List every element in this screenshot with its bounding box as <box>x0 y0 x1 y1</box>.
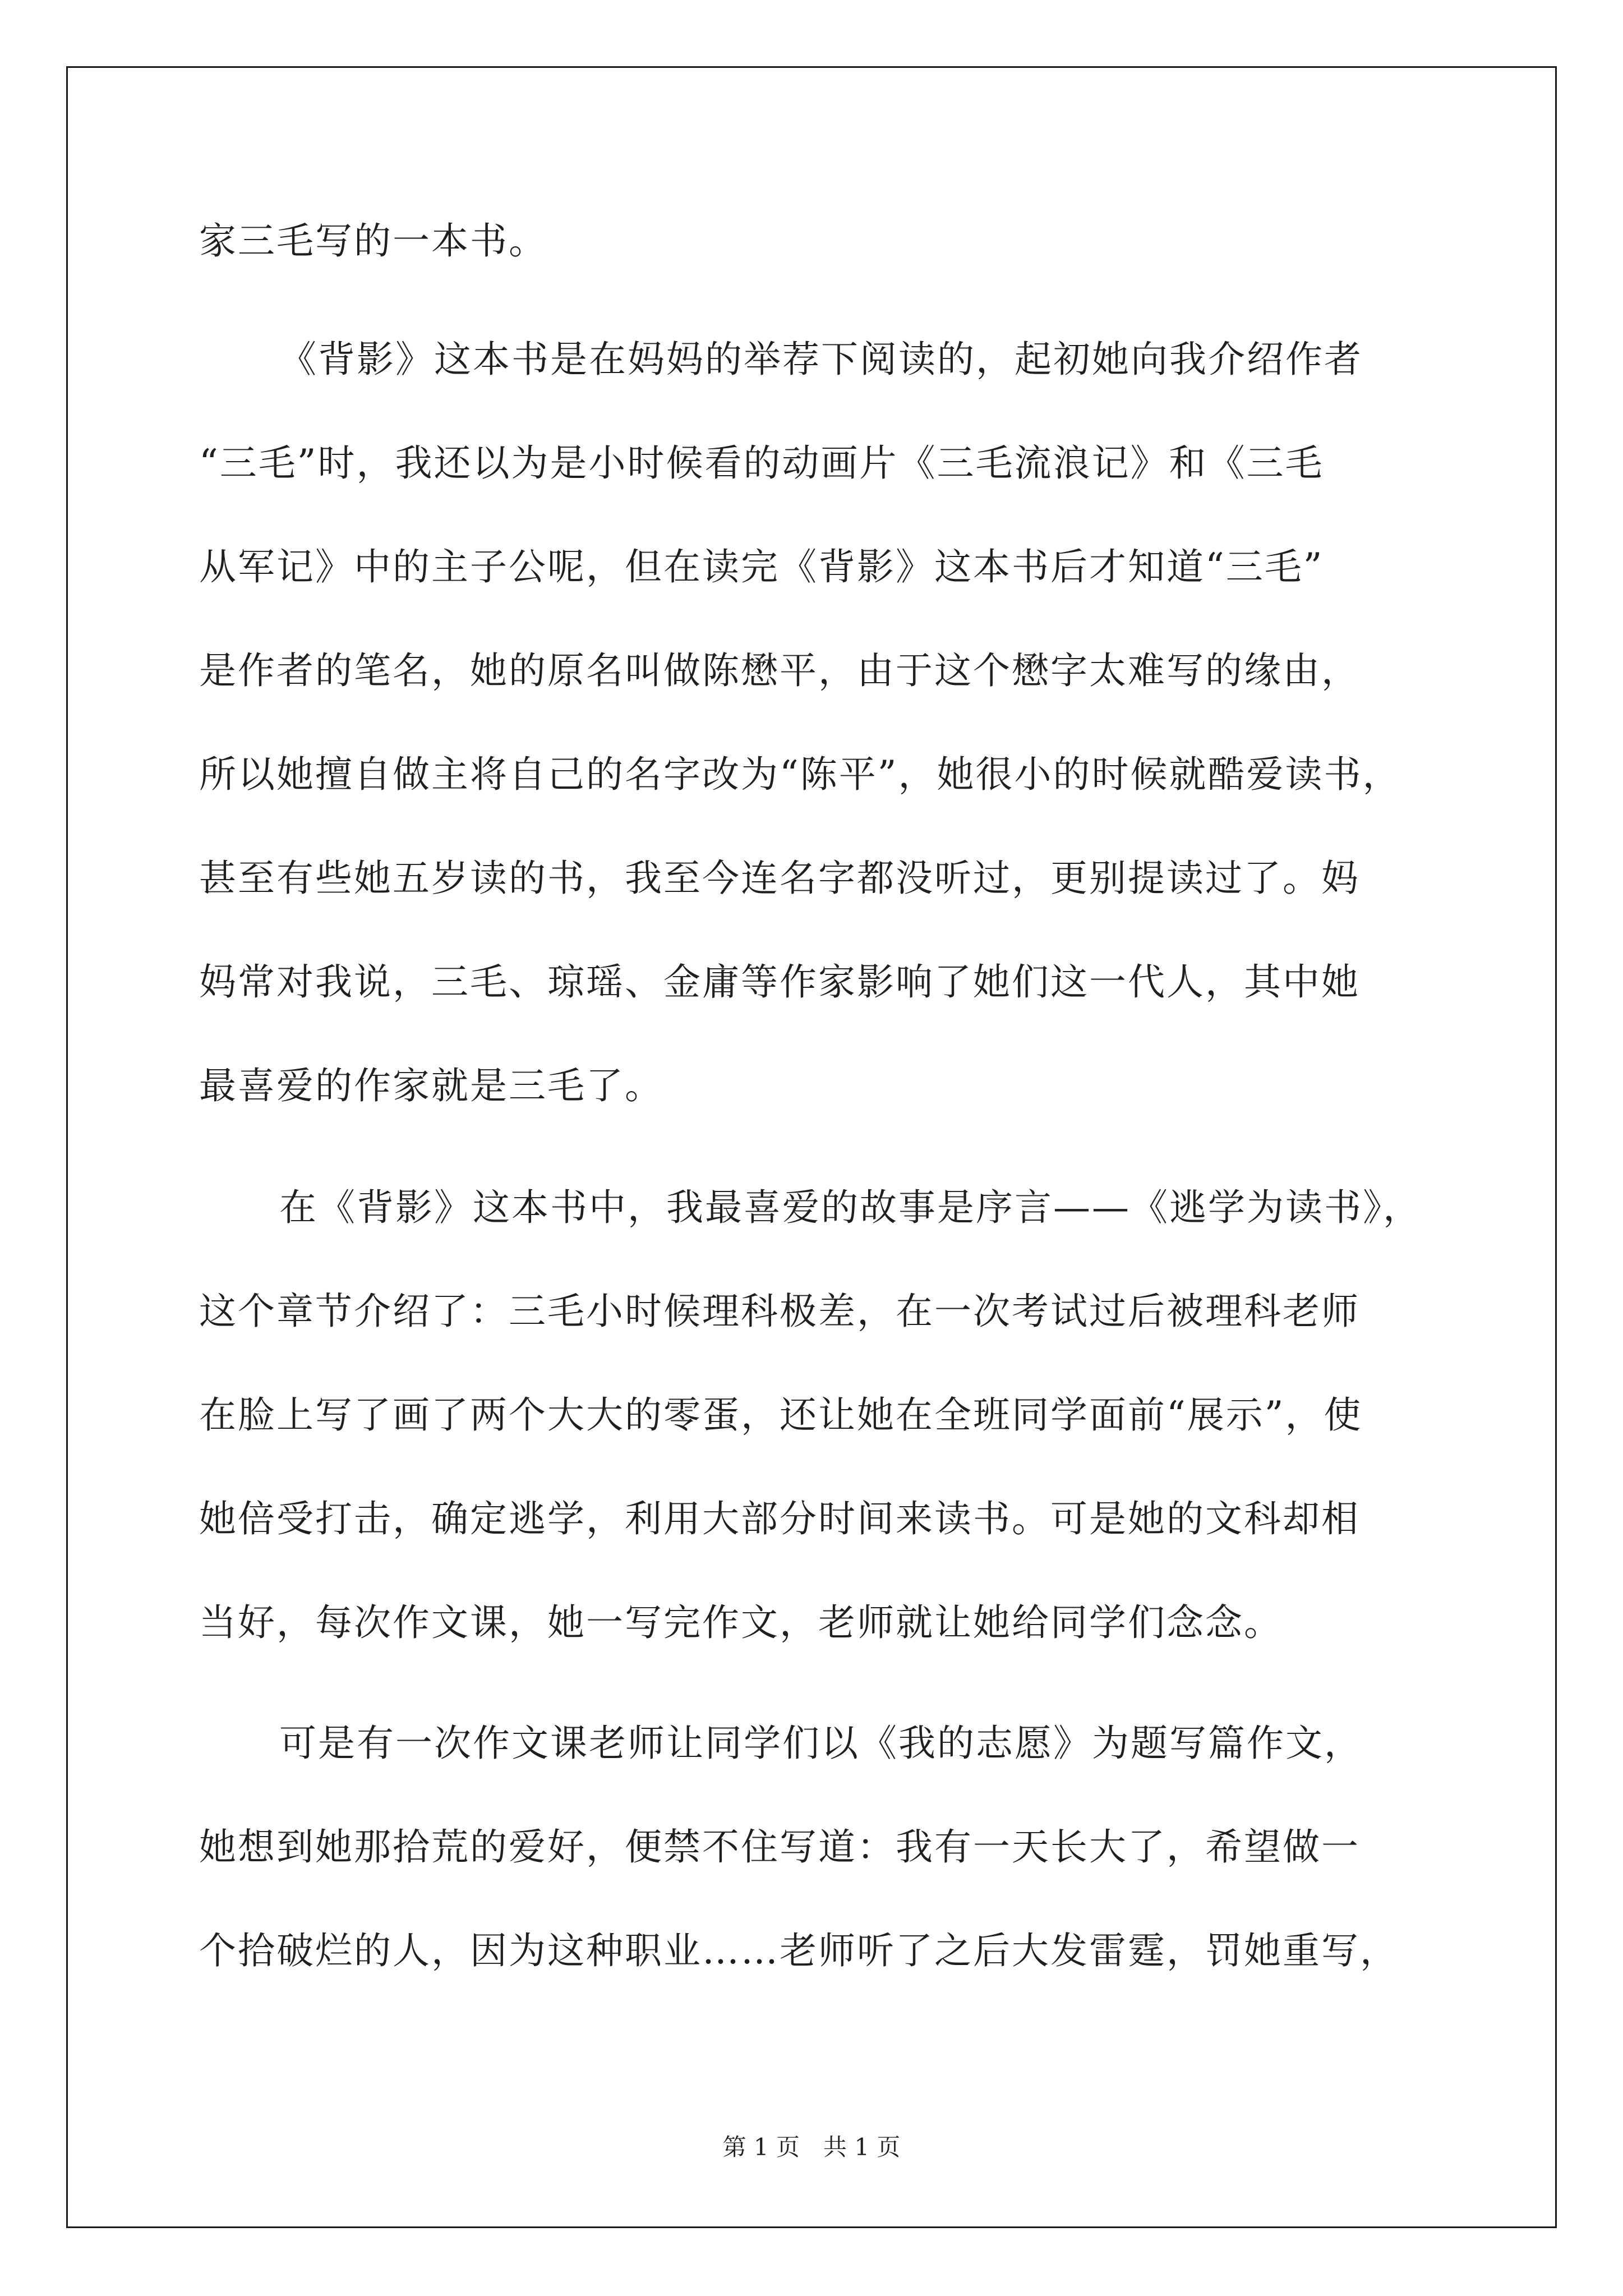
text-line-13: 她倍受打击，确定逃学，利用大部分时间来读书。可是她的文科却相 <box>199 1497 1360 1540</box>
page-border <box>66 66 1557 2228</box>
text-line-14: 当好，每次作文课，她一写完作文，老师就让她给同学们念念。 <box>199 1601 1283 1644</box>
text-line-8: 妈常对我说，三毛、琼瑶、金庸等作家影响了她们这一代人，其中她 <box>199 960 1360 1004</box>
text-line-1: 家三毛写的一本书。 <box>199 219 547 263</box>
text-line-5: 是作者的笔名，她的原名叫做陈懋平，由于这个懋字太难写的缘由， <box>199 649 1360 692</box>
text-line-10: 在《背影》这本书中，我最喜爱的故事是序言——《逃学为读书》， <box>279 1186 1422 1229</box>
text-line-17: 个拾破烂的人，因为这种职业……老师听了之后大发雷霆，罚她重写， <box>199 1929 1399 1972</box>
text-line-7: 甚至有些她五岁读的书，我至今连名字都没听过，更别提读过了。妈 <box>199 857 1360 900</box>
text-line-4: 从军记》中的主子公呢，但在读完《背影》这本书后才知道“三毛” <box>199 545 1324 588</box>
text-line-16: 她想到她那拾荒的爱好，便禁不住写道：我有一天长大了，希望做一 <box>199 1825 1360 1869</box>
text-line-3: “三毛”时，我还以为是小时候看的动画片《三毛流浪记》和《三毛 <box>199 441 1324 485</box>
text-line-15: 可是有一次作文课老师让同学们以《我的志愿》为题写篇作文， <box>279 1722 1363 1765</box>
text-line-11: 这个章节介绍了：三毛小时候理科极差，在一次考试过后被理科老师 <box>199 1290 1360 1333</box>
text-line-12: 在脸上写了画了两个大大的零蛋，还让她在全班同学面前“展示”，使 <box>199 1393 1363 1437</box>
text-line-9: 最喜爱的作家就是三毛了。 <box>199 1064 663 1107</box>
page-number-footer: 第 1 页 共 1 页 <box>722 2133 901 2161</box>
text-line-6: 所以她擅自做主将自己的名字改为“陈平”，她很小的时候就酷爱读书， <box>199 753 1401 796</box>
text-line-2: 《背影》这本书是在妈妈的举荐下阅读的，起初她向我介绍作者 <box>279 338 1363 381</box>
